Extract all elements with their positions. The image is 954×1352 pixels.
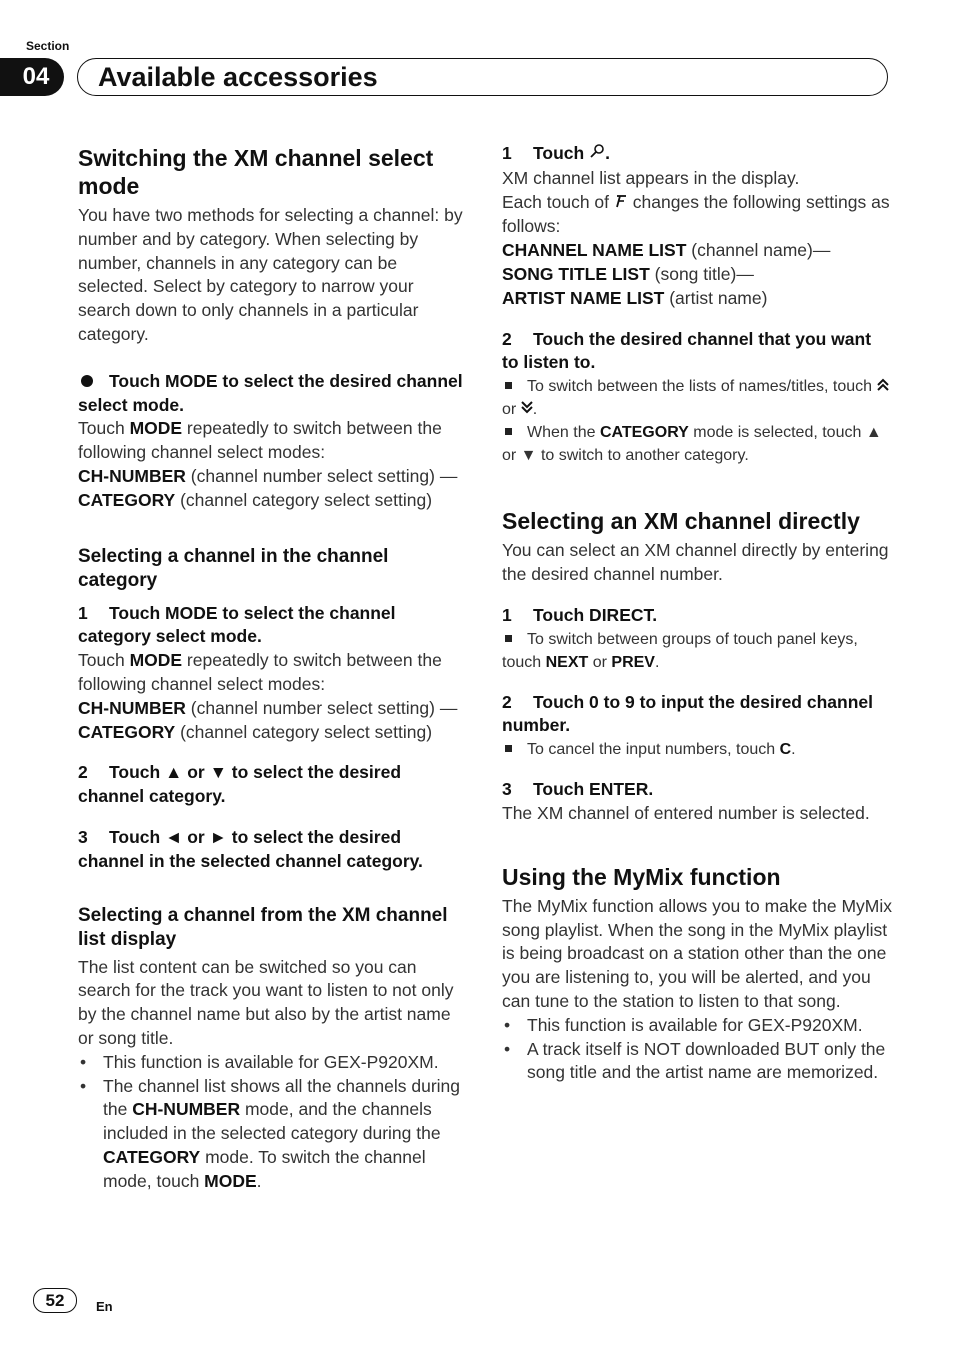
paragraph-mymix: The MyMix function allows you to make the MyMix song playlist. When the song in the MyMix playlist is being broadcast on a station other than the one you are listening to, you will be alerted, and you can tune to the station to listen to that song.: [502, 895, 892, 1011]
text-artist-name-list: ARTIST NAME LIST: [502, 287, 665, 308]
bullet2-text-c: mode. To switch the channel mode, touch: [103, 1146, 426, 1191]
section-number-badge: 04: [0, 58, 64, 96]
text-ch-number: CH-NUMBER: [78, 697, 186, 718]
step-text: Touch ▲ or ▼ to select the desired channel category.: [78, 762, 402, 807]
list-item: • A track itself is NOT downloaded BUT only the song title and the artist name are memorized.: [502, 1038, 892, 1086]
step-direct-2: [502, 691, 892, 739]
note-text-a: When the: [527, 424, 600, 442]
text-touch-prefix: Touch: [78, 650, 130, 671]
right-bullet-list: [502, 1014, 892, 1085]
text-category-desc: (channel category select setting): [175, 489, 433, 510]
text-mode: MODE: [129, 418, 183, 439]
paragraph-switching-intro: You have two methods for selecting a channel: by number and by category. When selecting by number, channels in any category can be selected. Select by category to narrow your search down to only channels in a particular category.: [78, 205, 463, 344]
text-category: CATEGORY: [78, 489, 176, 510]
step-number: 1: [502, 604, 512, 625]
step-text: Touch the desired channel that you want to listen to.: [502, 328, 872, 373]
page-title-text: Available accessories: [98, 61, 378, 92]
text-period: .: [256, 1170, 262, 1191]
text-category: CATEGORY: [599, 424, 689, 442]
step-text: Touch DIRECT.: [533, 604, 658, 625]
text-song-title-desc: (song title)—: [649, 263, 754, 284]
step-1-left: [78, 602, 468, 650]
step-number: 3: [78, 826, 88, 847]
instruction-touch-mode-text: Touch MODE to select the desired channel select mode.: [78, 370, 463, 415]
note-or: or: [502, 401, 517, 419]
text-channel-name-desc: (channel name)—: [686, 240, 831, 261]
note-text-b: mode is selected, touch ▲ or ▼ to switch to another category.: [502, 424, 882, 465]
paragraph-each-touch: [502, 191, 892, 240]
text-dash: —: [439, 465, 458, 486]
text-ch-number-desc: (channel number select setting): [185, 697, 435, 718]
text-ch-number: CH-NUMBER: [132, 1099, 241, 1120]
text-prev: PREV: [611, 653, 655, 671]
paragraph-touch-mode: [78, 417, 468, 465]
note-category-mode: [502, 421, 892, 467]
text-song-title-list: SONG TITLE LIST: [502, 263, 650, 284]
text-or: or: [588, 653, 612, 671]
text-mode: MODE: [204, 1170, 257, 1191]
page-title: [77, 58, 888, 96]
section-label: Section: [26, 39, 70, 53]
note-text: To switch between the lists of names/titles, touch: [527, 378, 873, 396]
step-text: Touch: [533, 143, 585, 163]
note-square-icon: [505, 428, 512, 435]
left-bullet-list: [78, 1051, 468, 1194]
left-column: [78, 140, 468, 1194]
text-each-touch: Each touch of: [502, 191, 610, 212]
text-touch-prefix: Touch: [78, 418, 130, 439]
step-1-right: 1 Touch .: [502, 142, 892, 167]
text-category-desc: (channel category select setting): [175, 721, 433, 742]
note-cancel-input: To cancel the input numbers, touch C.: [502, 738, 892, 761]
paragraph-mode-list: [78, 465, 468, 513]
note-switch-lists: To switch between the lists of names/titles, touch or .: [502, 375, 892, 421]
list-icon: [589, 143, 605, 167]
step-direct-1: [502, 604, 892, 628]
step-number: 2: [502, 691, 512, 712]
text-changes-settings: changes the following settings as follows:: [502, 191, 890, 237]
bullet2-text-b: mode, and the channels included in the selected category during the: [103, 1099, 441, 1144]
paragraph-entered-number: The XM channel of entered number is selected.: [502, 802, 870, 823]
text-c: C: [779, 741, 792, 759]
text-ch-number-desc: (channel number select setting): [185, 465, 435, 486]
text-category: CATEGORY: [78, 721, 176, 742]
list-item: • This function is available for GEX-P920XM.: [78, 1051, 468, 1075]
page-number: 52: [33, 1288, 77, 1313]
step-number: 2: [78, 762, 88, 783]
note-square-icon: [505, 745, 512, 752]
note-square-icon: [505, 382, 512, 389]
heading-select-directly: Selecting an XM channel directly: [502, 508, 860, 535]
text-mode: MODE: [129, 650, 183, 671]
paragraph-select-directly: You can select an XM channel directly by entering the desired channel number.: [502, 540, 889, 584]
heading-channel-category: Selecting a channel in the channel category: [78, 545, 389, 591]
text-ch-number: CH-NUMBER: [78, 465, 186, 486]
right-column: [502, 140, 892, 1085]
text-next: NEXT: [545, 653, 589, 671]
step-number: 1: [78, 602, 88, 623]
instruction-touch-mode: [78, 370, 468, 418]
text-category: CATEGORY: [103, 1146, 201, 1167]
paragraph-list-types: [502, 239, 892, 310]
step-number: 2: [502, 328, 512, 349]
text-channel-name-list: CHANNEL NAME LIST: [502, 240, 687, 261]
note-text: To cancel the input numbers, touch: [527, 741, 780, 759]
heading-mymix: Using the MyMix function: [502, 863, 781, 890]
note-square-icon: [505, 635, 512, 642]
heading-channel-list-display: Selecting a channel from the XM channel list display: [78, 904, 448, 950]
text-artist-name-desc: (artist name): [664, 287, 768, 308]
list-icon: [614, 192, 628, 216]
paragraph-mode-list-2: [78, 697, 468, 745]
step-text: Touch MODE to select the channel category select mode.: [78, 602, 396, 647]
heading-switching-mode: Switching the XM channel select mode: [78, 145, 434, 199]
language-code: En: [96, 1299, 113, 1314]
paragraph-list-appears: XM channel list appears in the display.: [502, 167, 800, 188]
double-up-icon: [877, 375, 889, 398]
step-2-right: [502, 328, 892, 376]
bullet-dot-icon: [81, 375, 93, 387]
paragraph-touch-mode-2: [78, 649, 468, 697]
text-dash: —: [439, 697, 458, 718]
step-3-left: [78, 826, 468, 874]
note-text: To switch between groups of touch panel keys, touch: [502, 630, 858, 671]
step-text: Touch 0 to 9 to input the desired channel number.: [502, 691, 873, 736]
text-touch-mode-suffix: repeatedly to switch between the following channel select modes:: [78, 650, 442, 694]
step-2-left: [78, 761, 468, 809]
list-item: [78, 1075, 468, 1194]
step-text: Touch ENTER.: [533, 779, 654, 800]
note-touch-panel-keys: To switch between groups of touch panel keys, touch NEXT or PREV.: [502, 630, 858, 671]
bullet2-text-a: The channel list shows all the channels during the: [103, 1075, 461, 1120]
step-number: 1: [502, 143, 512, 163]
step-number: 3: [502, 779, 512, 800]
paragraph-channel-list: The list content can be switched so you can search for the track you want to listen to not only by the channel name but also by the artist name or song title.: [78, 956, 454, 1048]
step-text: Touch ◄ or ► to select the desired channel in the selected channel category.: [78, 826, 423, 871]
double-down-icon: [521, 398, 533, 421]
text-touch-mode-suffix: repeatedly to switch between the following channel select modes:: [78, 418, 442, 463]
list-item: • This function is available for GEX-P920XM.: [502, 1014, 892, 1038]
step-direct-3: [502, 778, 892, 802]
